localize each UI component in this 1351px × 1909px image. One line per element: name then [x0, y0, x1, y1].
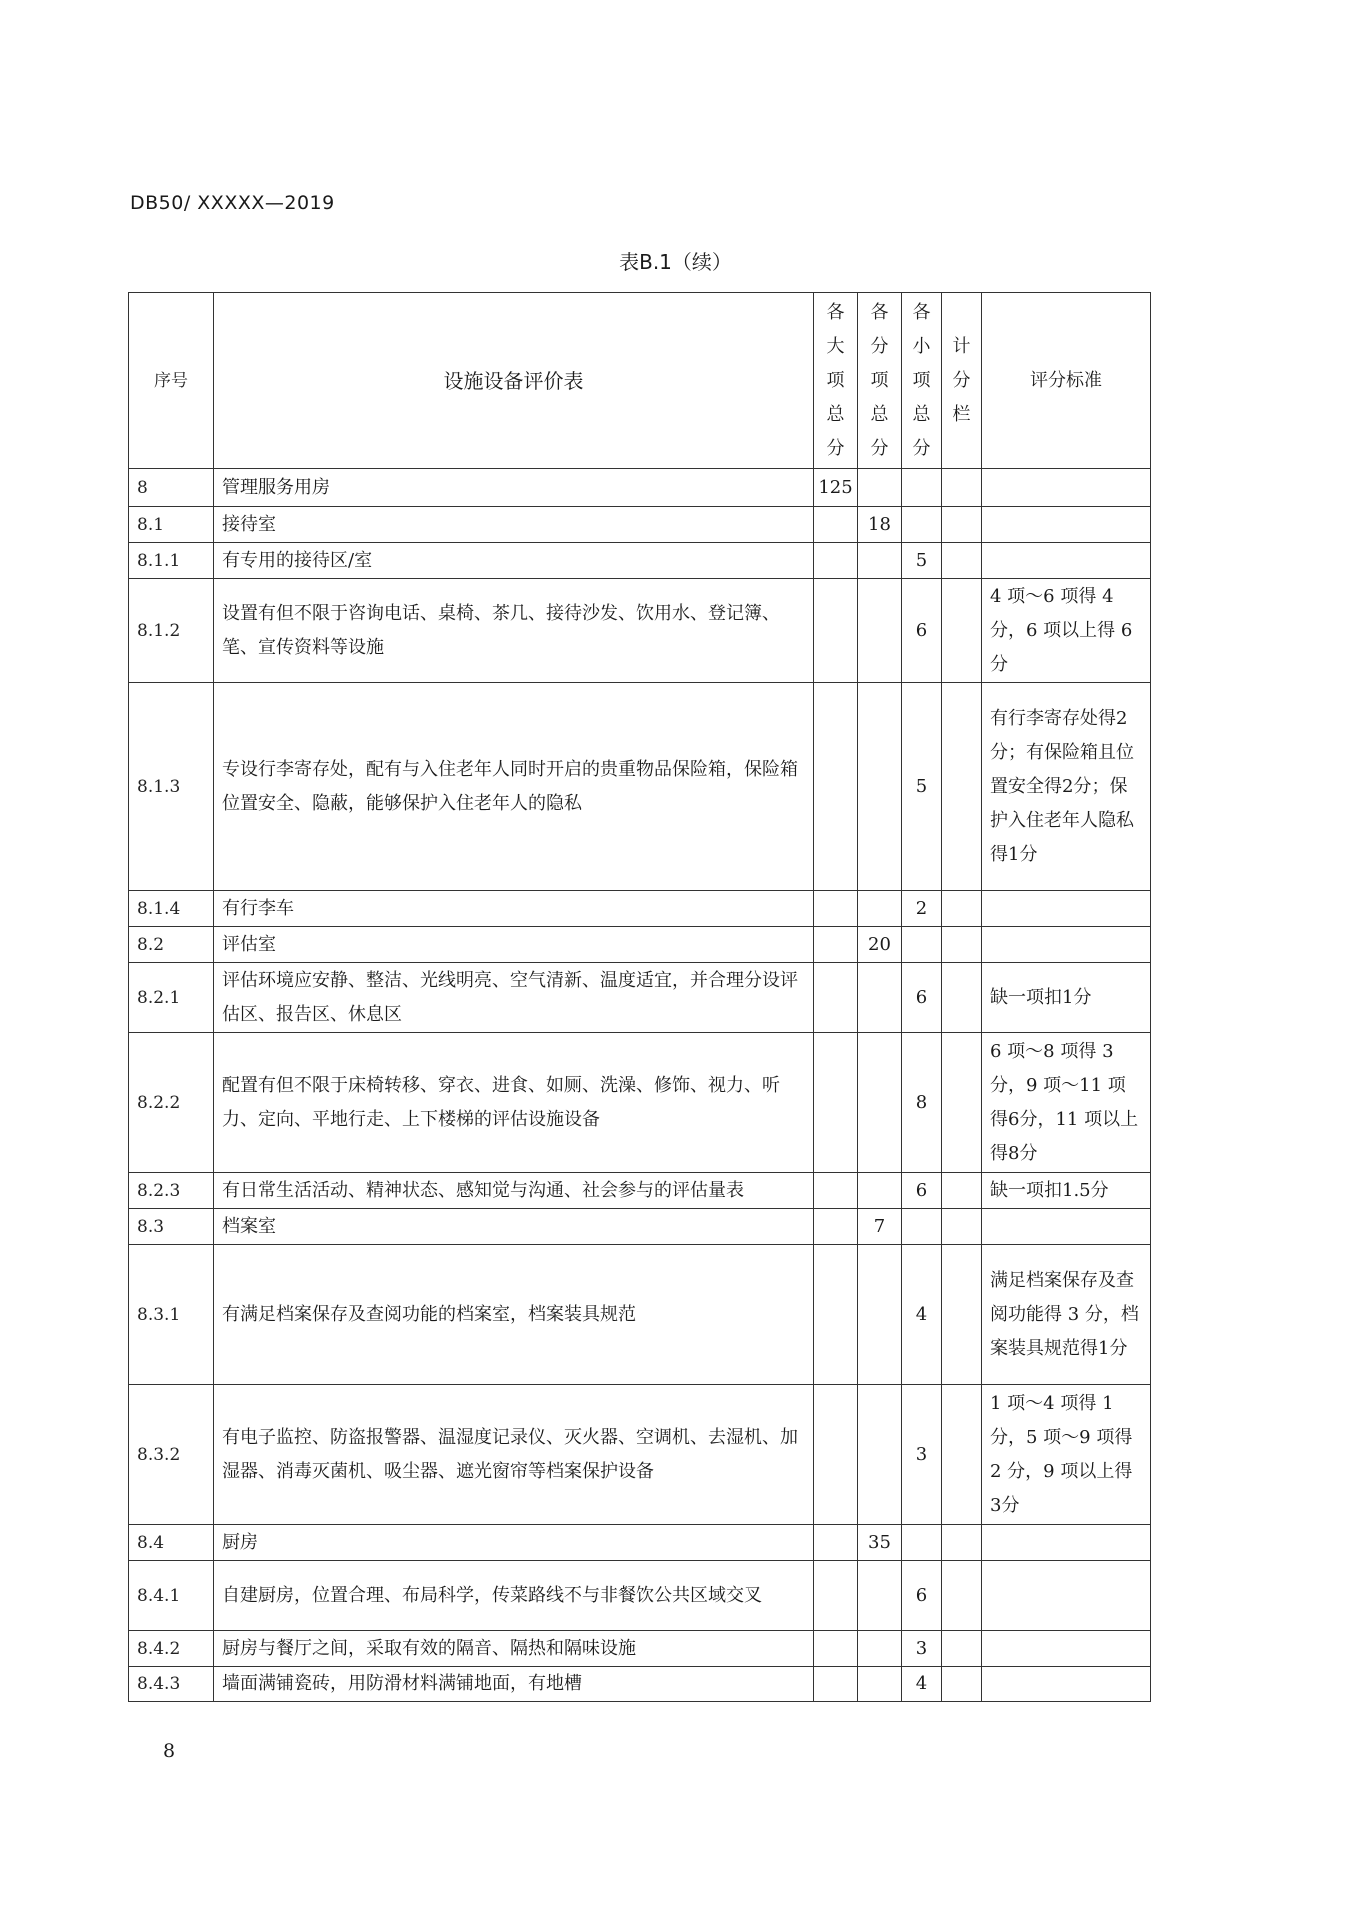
row-sub-total — [858, 1667, 902, 1702]
row-minor-total — [902, 927, 942, 963]
row-sub-total — [858, 543, 902, 579]
header-row — [129, 293, 1151, 469]
row-score — [942, 963, 982, 1033]
row-id: 8.3.1 — [129, 1245, 214, 1385]
header-name: 设施设备评价表 — [214, 293, 814, 469]
header-sub-total: 各 分 项 总 分 — [858, 293, 902, 469]
row-id: 8.1.3 — [129, 683, 214, 891]
row-name: 评估环境应安静、整洁、光线明亮、空气清新、温度适宜，并合理分设评估区、报告区、休息区 — [214, 963, 814, 1033]
row-name: 墙面满铺瓷砖，用防滑材料满铺地面，有地槽 — [214, 1667, 814, 1702]
row-name: 厨房与餐厅之间，采取有效的隔音、隔热和隔味设施 — [214, 1631, 814, 1667]
table-row — [129, 1561, 1151, 1631]
row-minor-total: 2 — [902, 891, 942, 927]
row-sub-total — [858, 891, 902, 927]
row-minor-total: 3 — [902, 1631, 942, 1667]
row-criteria: 6 项～8 项得 3 分，9 项～11 项得6分，11 项以上得8分 — [982, 1033, 1151, 1173]
row-id: 8.4 — [129, 1525, 214, 1561]
row-minor-total: 4 — [902, 1667, 942, 1702]
row-score — [942, 1173, 982, 1209]
row-name: 有行李车 — [214, 891, 814, 927]
header-score: 计 分 栏 — [942, 293, 982, 469]
row-criteria — [982, 1525, 1151, 1561]
row-score — [942, 927, 982, 963]
row-major-total — [814, 927, 858, 963]
row-id: 8.2 — [129, 927, 214, 963]
row-minor-total: 8 — [902, 1033, 942, 1173]
row-minor-total: 6 — [902, 579, 942, 683]
row-id: 8.2.2 — [129, 1033, 214, 1173]
row-score — [942, 1033, 982, 1173]
row-sub-total — [858, 1631, 902, 1667]
row-sub-total — [858, 579, 902, 683]
row-score — [942, 579, 982, 683]
row-sub-total — [858, 1245, 902, 1385]
row-name: 配置有但不限于床椅转移、穿衣、进食、如厕、洗澡、修饰、视力、听力、定向、平地行走、上下楼梯的评估设施设备 — [214, 1033, 814, 1173]
row-sub-total — [858, 683, 902, 891]
row-score — [942, 543, 982, 579]
row-sub-total — [858, 1561, 902, 1631]
row-score — [942, 683, 982, 891]
table-row — [129, 1173, 1151, 1209]
table-row — [129, 469, 1151, 507]
row-score — [942, 1245, 982, 1385]
row-id: 8.1.2 — [129, 579, 214, 683]
row-name: 接待室 — [214, 507, 814, 543]
row-minor-total: 6 — [902, 1561, 942, 1631]
row-major-total — [814, 1245, 858, 1385]
row-criteria — [982, 891, 1151, 927]
row-name: 自建厨房，位置合理、布局科学，传菜路线不与非餐饮公共区域交叉 — [214, 1561, 814, 1631]
row-major-total — [814, 543, 858, 579]
document-code: DB50/ XXXXX—2019 — [130, 192, 335, 214]
row-major-total: 125 — [814, 469, 858, 507]
row-minor-total: 4 — [902, 1245, 942, 1385]
row-criteria: 4 项～6 项得 4 分，6 项以上得 6分 — [982, 579, 1151, 683]
table-row — [129, 1525, 1151, 1561]
row-sub-total: 20 — [858, 927, 902, 963]
row-minor-total: 5 — [902, 683, 942, 891]
row-major-total — [814, 1561, 858, 1631]
row-name: 设置有但不限于咨询电话、桌椅、茶几、接待沙发、饮用水、登记簿、笔、宣传资料等设施 — [214, 579, 814, 683]
row-major-total — [814, 1667, 858, 1702]
row-criteria — [982, 927, 1151, 963]
row-name: 管理服务用房 — [214, 469, 814, 507]
row-criteria: 1 项～4 项得 1 分，5 项～9 项得 2 分，9 项以上得3分 — [982, 1385, 1151, 1525]
header-minor-total: 各 小 项 总 分 — [902, 293, 942, 469]
row-major-total — [814, 891, 858, 927]
row-sub-total: 18 — [858, 507, 902, 543]
row-id: 8.3 — [129, 1209, 214, 1245]
row-criteria — [982, 1667, 1151, 1702]
row-major-total — [814, 1525, 858, 1561]
table-body — [129, 469, 1151, 1702]
row-id: 8.2.1 — [129, 963, 214, 1033]
row-minor-total: 5 — [902, 543, 942, 579]
row-criteria: 有行李寄存处得2分；有保险箱且位置安全得2分；保护入住老年人隐私得1分 — [982, 683, 1151, 891]
row-minor-total — [902, 1525, 942, 1561]
row-minor-total — [902, 1209, 942, 1245]
table-row — [129, 927, 1151, 963]
row-score — [942, 891, 982, 927]
row-criteria — [982, 1561, 1151, 1631]
table-row — [129, 1245, 1151, 1385]
row-criteria — [982, 1209, 1151, 1245]
row-major-total — [814, 1033, 858, 1173]
row-name: 档案室 — [214, 1209, 814, 1245]
row-score — [942, 1525, 982, 1561]
row-major-total — [814, 963, 858, 1033]
row-criteria — [982, 507, 1151, 543]
row-score — [942, 469, 982, 507]
row-sub-total — [858, 1033, 902, 1173]
header-id: 序号 — [129, 293, 214, 469]
row-name: 有日常生活活动、精神状态、感知觉与沟通、社会参与的评估量表 — [214, 1173, 814, 1209]
page-number: 8 — [163, 1740, 176, 1762]
table-row — [129, 543, 1151, 579]
table-row — [129, 963, 1151, 1033]
row-id: 8 — [129, 469, 214, 507]
row-criteria — [982, 1631, 1151, 1667]
row-sub-total — [858, 1173, 902, 1209]
row-id: 8.4.1 — [129, 1561, 214, 1631]
header-criteria: 评分标准 — [982, 293, 1151, 469]
row-name: 有电子监控、防盗报警器、温湿度记录仪、灭火器、空调机、去湿机、加湿器、消毒灭菌机、吸尘器、遮光窗帘等档案保护设备 — [214, 1385, 814, 1525]
row-major-total — [814, 1173, 858, 1209]
row-minor-total: 3 — [902, 1385, 942, 1525]
row-id: 8.1.4 — [129, 891, 214, 927]
row-criteria: 缺一项扣1分 — [982, 963, 1151, 1033]
header-major-total: 各 大 项 总 分 — [814, 293, 858, 469]
table-row — [129, 1033, 1151, 1173]
row-sub-total — [858, 1385, 902, 1525]
table-row — [129, 579, 1151, 683]
table-row — [129, 507, 1151, 543]
row-score — [942, 1385, 982, 1525]
row-name: 厨房 — [214, 1525, 814, 1561]
row-criteria — [982, 543, 1151, 579]
row-name: 评估室 — [214, 927, 814, 963]
row-major-total — [814, 1209, 858, 1245]
table-row — [129, 1209, 1151, 1245]
row-sub-total — [858, 469, 902, 507]
row-score — [942, 1667, 982, 1702]
evaluation-table — [128, 292, 1151, 1702]
table-row — [129, 683, 1151, 891]
table-row — [129, 1631, 1151, 1667]
row-name: 有专用的接待区/室 — [214, 543, 814, 579]
table-row — [129, 1667, 1151, 1702]
row-sub-total: 7 — [858, 1209, 902, 1245]
row-minor-total: 6 — [902, 963, 942, 1033]
row-major-total — [814, 1631, 858, 1667]
row-major-total — [814, 683, 858, 891]
row-id: 8.4.2 — [129, 1631, 214, 1667]
row-id: 8.3.2 — [129, 1385, 214, 1525]
row-id: 8.1 — [129, 507, 214, 543]
row-minor-total: 6 — [902, 1173, 942, 1209]
row-sub-total: 35 — [858, 1525, 902, 1561]
row-name: 有满足档案保存及查阅功能的档案室，档案装具规范 — [214, 1245, 814, 1385]
table-row — [129, 1385, 1151, 1525]
row-major-total — [814, 1385, 858, 1525]
row-major-total — [814, 507, 858, 543]
table-row — [129, 891, 1151, 927]
row-score — [942, 1209, 982, 1245]
row-criteria: 满足档案保存及查阅功能得 3 分，档案装具规范得1分 — [982, 1245, 1151, 1385]
row-id: 8.2.3 — [129, 1173, 214, 1209]
table-title: 表B.1（续） — [619, 250, 732, 274]
row-score — [942, 1561, 982, 1631]
row-score — [942, 507, 982, 543]
row-score — [942, 1631, 982, 1667]
row-minor-total — [902, 507, 942, 543]
row-id: 8.1.1 — [129, 543, 214, 579]
row-criteria: 缺一项扣1.5分 — [982, 1173, 1151, 1209]
row-name: 专设行李寄存处，配有与入住老年人同时开启的贵重物品保险箱，保险箱位置安全、隐蔽，能够保护入住老年人的隐私 — [214, 683, 814, 891]
row-minor-total — [902, 469, 942, 507]
row-criteria — [982, 469, 1151, 507]
row-major-total — [814, 579, 858, 683]
row-id: 8.4.3 — [129, 1667, 214, 1702]
row-sub-total — [858, 963, 902, 1033]
